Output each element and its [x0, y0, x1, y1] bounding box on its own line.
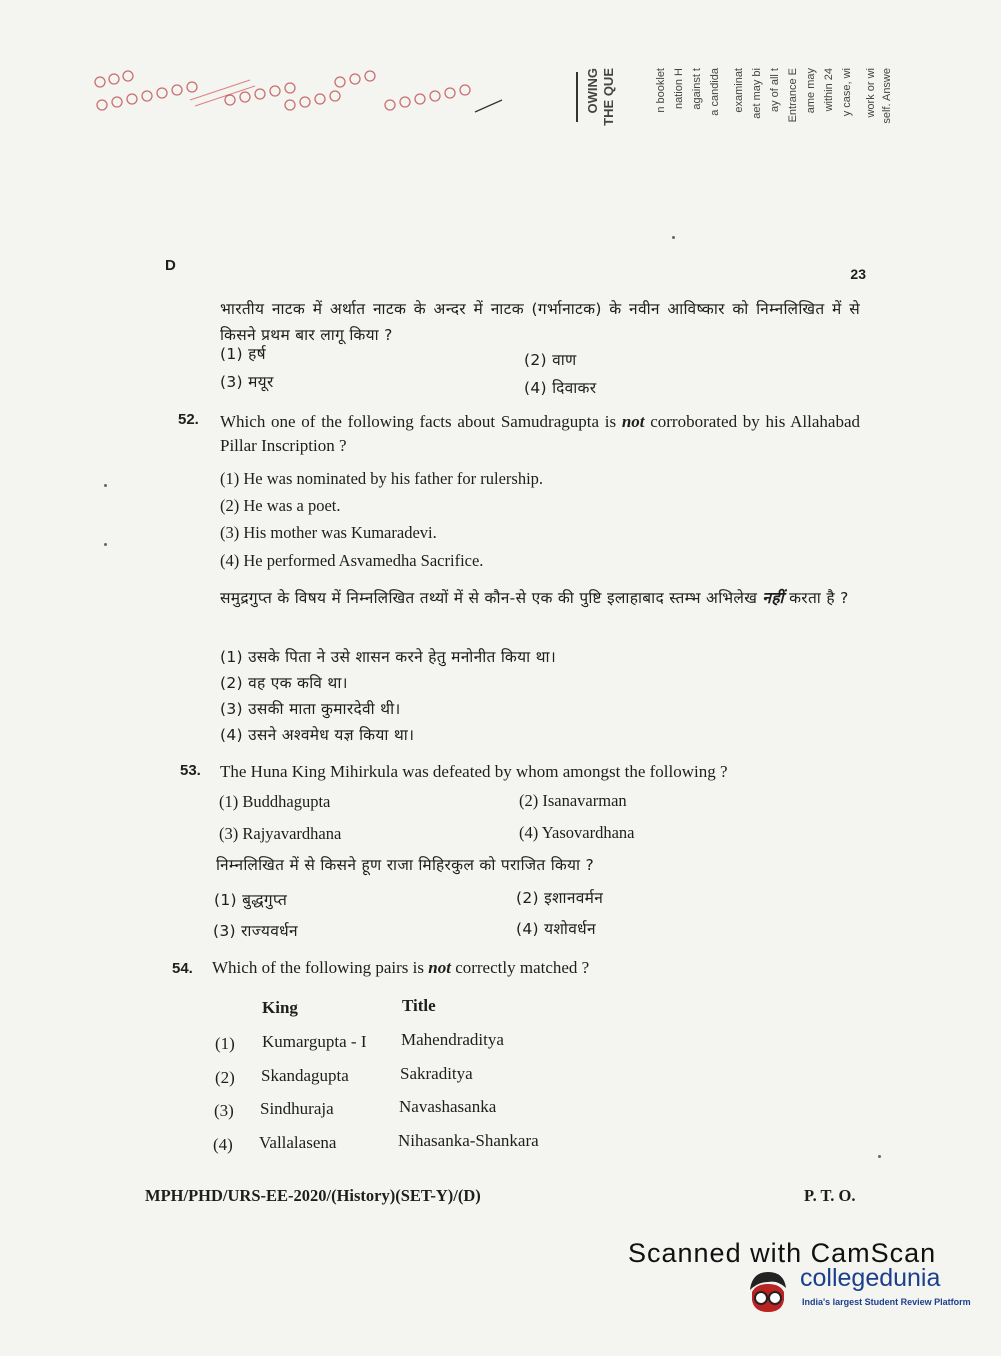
table-cell-king: Skandagupta: [261, 1066, 349, 1085]
bleed-divider: [576, 72, 578, 122]
bleed-col: y case, wi: [841, 68, 853, 117]
q51-hindi-option: (2) वाण: [524, 351, 577, 369]
bleed-col: ame may: [805, 68, 817, 114]
set-label: D: [165, 257, 176, 274]
q52-hindi-option: (3) उसकी माता कुमारदेवी थी।: [220, 700, 401, 718]
brand-tagline: India's largest Student Review Platform: [802, 1297, 971, 1307]
q53-number: 53.: [180, 762, 201, 779]
table-row-number: (4): [213, 1135, 233, 1154]
pto-label: P. T. O.: [804, 1186, 856, 1205]
table-row-number: (1): [215, 1034, 235, 1053]
bleed-col: ay of all t: [769, 68, 781, 113]
table-row-number: (2): [215, 1068, 235, 1087]
bleed-through-bubbles: [90, 60, 510, 140]
bleed-col: work or wi: [865, 68, 877, 118]
brand-name: collegedunia: [800, 1264, 941, 1292]
q52-option: (3) His mother was Kumaradevi.: [220, 523, 437, 542]
table-cell-king: Sindhuraja: [260, 1099, 334, 1118]
page-number: 23: [850, 266, 866, 282]
table-cell-king: Kumargupta - I: [262, 1032, 367, 1051]
bleed-col: against t: [691, 68, 703, 110]
q54-text: Which of the following pairs is not correctly matched ?: [212, 958, 590, 977]
q53-hindi-text: निम्नलिखित में से किसने हूण राजा मिहिरकुल को पराजित किया ?: [216, 856, 595, 874]
table-cell-title: Sakraditya: [400, 1064, 473, 1083]
bleed-col: self. Answe: [881, 68, 893, 124]
collegedunia-logo: [742, 1262, 974, 1322]
table-row-number: (3): [214, 1101, 234, 1120]
q53-option: (1) Buddhagupta: [219, 792, 331, 811]
q52-number: 52.: [178, 411, 199, 428]
q51-hindi-option: (3) मयूर: [220, 373, 274, 391]
bleed-col: n booklet: [655, 68, 667, 113]
speck: [104, 484, 107, 487]
q51-hindi-option: (4) दिवाकर: [524, 379, 597, 397]
q51-hindi-option: (1) हर्ष: [220, 345, 266, 363]
bleed-col: Entrance E: [787, 68, 799, 123]
q54-number: 54.: [172, 960, 193, 977]
q53-option: (2) Isanavarman: [519, 791, 627, 810]
bleed-col: OWING: [585, 68, 600, 114]
bleed-col: nation H: [673, 68, 685, 109]
q53-text: The Huna King Mihirkula was defeated by whom amongst the following ?: [220, 762, 728, 781]
q52-option: (1) He was nominated by his father for rulership.: [220, 469, 544, 488]
q52-hindi-option: (1) उसके पिता ने उसे शासन करने हेतु मनोनीत किया था।: [220, 648, 557, 666]
speck: [878, 1155, 881, 1158]
speck: [104, 543, 107, 546]
q52-hindi-option: (2) वह एक कवि था।: [220, 674, 348, 692]
q53-option: (3) Rajyavardhana: [219, 824, 342, 843]
q53-hindi-option: (1) बुद्धगुप्त: [214, 891, 288, 909]
bleed-col: within 24: [823, 68, 835, 112]
q52-option: (2) He was a poet.: [220, 496, 341, 515]
q52-hindi-option: (4) उसने अश्वमेध यज्ञ किया था।: [220, 726, 415, 744]
paper-code: MPH/PHD/URS-EE-2020/(History)(SET-Y)/(D): [145, 1186, 481, 1205]
q53-option: (4) Yasovardhana: [519, 823, 635, 842]
q52-text: Which one of the following facts about Samudragupta is not corroborated by his Allahabad Pillar Inscription ?: [220, 412, 860, 455]
table-cell-king: Vallalasena: [259, 1133, 337, 1152]
camscanner-watermark: Scanned with CamScan: [628, 1238, 937, 1268]
table-cell-title: Mahendraditya: [401, 1030, 504, 1049]
q52-hindi-text: समुद्रगुप्त के विषय में निम्नलिखित तथ्यों में से कौन-से एक की पुष्टि इलाहाबाद स्तम्भ अभिलेख नहीं करता है ?: [220, 589, 849, 607]
q53-hindi-option: (4) यशोवर्धन: [516, 920, 596, 938]
table-cell-title: Navashasanka: [399, 1097, 497, 1116]
speck: [672, 236, 675, 239]
bleed-col: examinat: [733, 68, 745, 113]
q53-hindi-option: (3) राज्यवर्धन: [213, 922, 298, 940]
q51-hindi-text: भारतीय नाटक में अर्थात नाटक के अन्दर में नाटक (गर्भानाटक) के नवीन आविष्कार को निम्नलिखित में से किसने प्रथम बार लागू किया ?: [220, 300, 860, 344]
q53-hindi-option: (2) इशानवर्मन: [516, 889, 604, 907]
bleed-col: a candida: [709, 68, 721, 116]
table-cell-title: Nihasanka-Shankara: [398, 1131, 539, 1150]
q52-option: (4) He performed Asvamedha Sacrifice.: [220, 551, 484, 570]
bleed-col: aet may bi: [751, 68, 763, 119]
mascot-icon: [742, 1266, 794, 1318]
table-header-title: Title: [402, 996, 436, 1015]
bleed-col: THE QUE: [601, 68, 616, 126]
bleed-right-columns: [655, 68, 905, 138]
table-header-king: King: [262, 998, 298, 1017]
